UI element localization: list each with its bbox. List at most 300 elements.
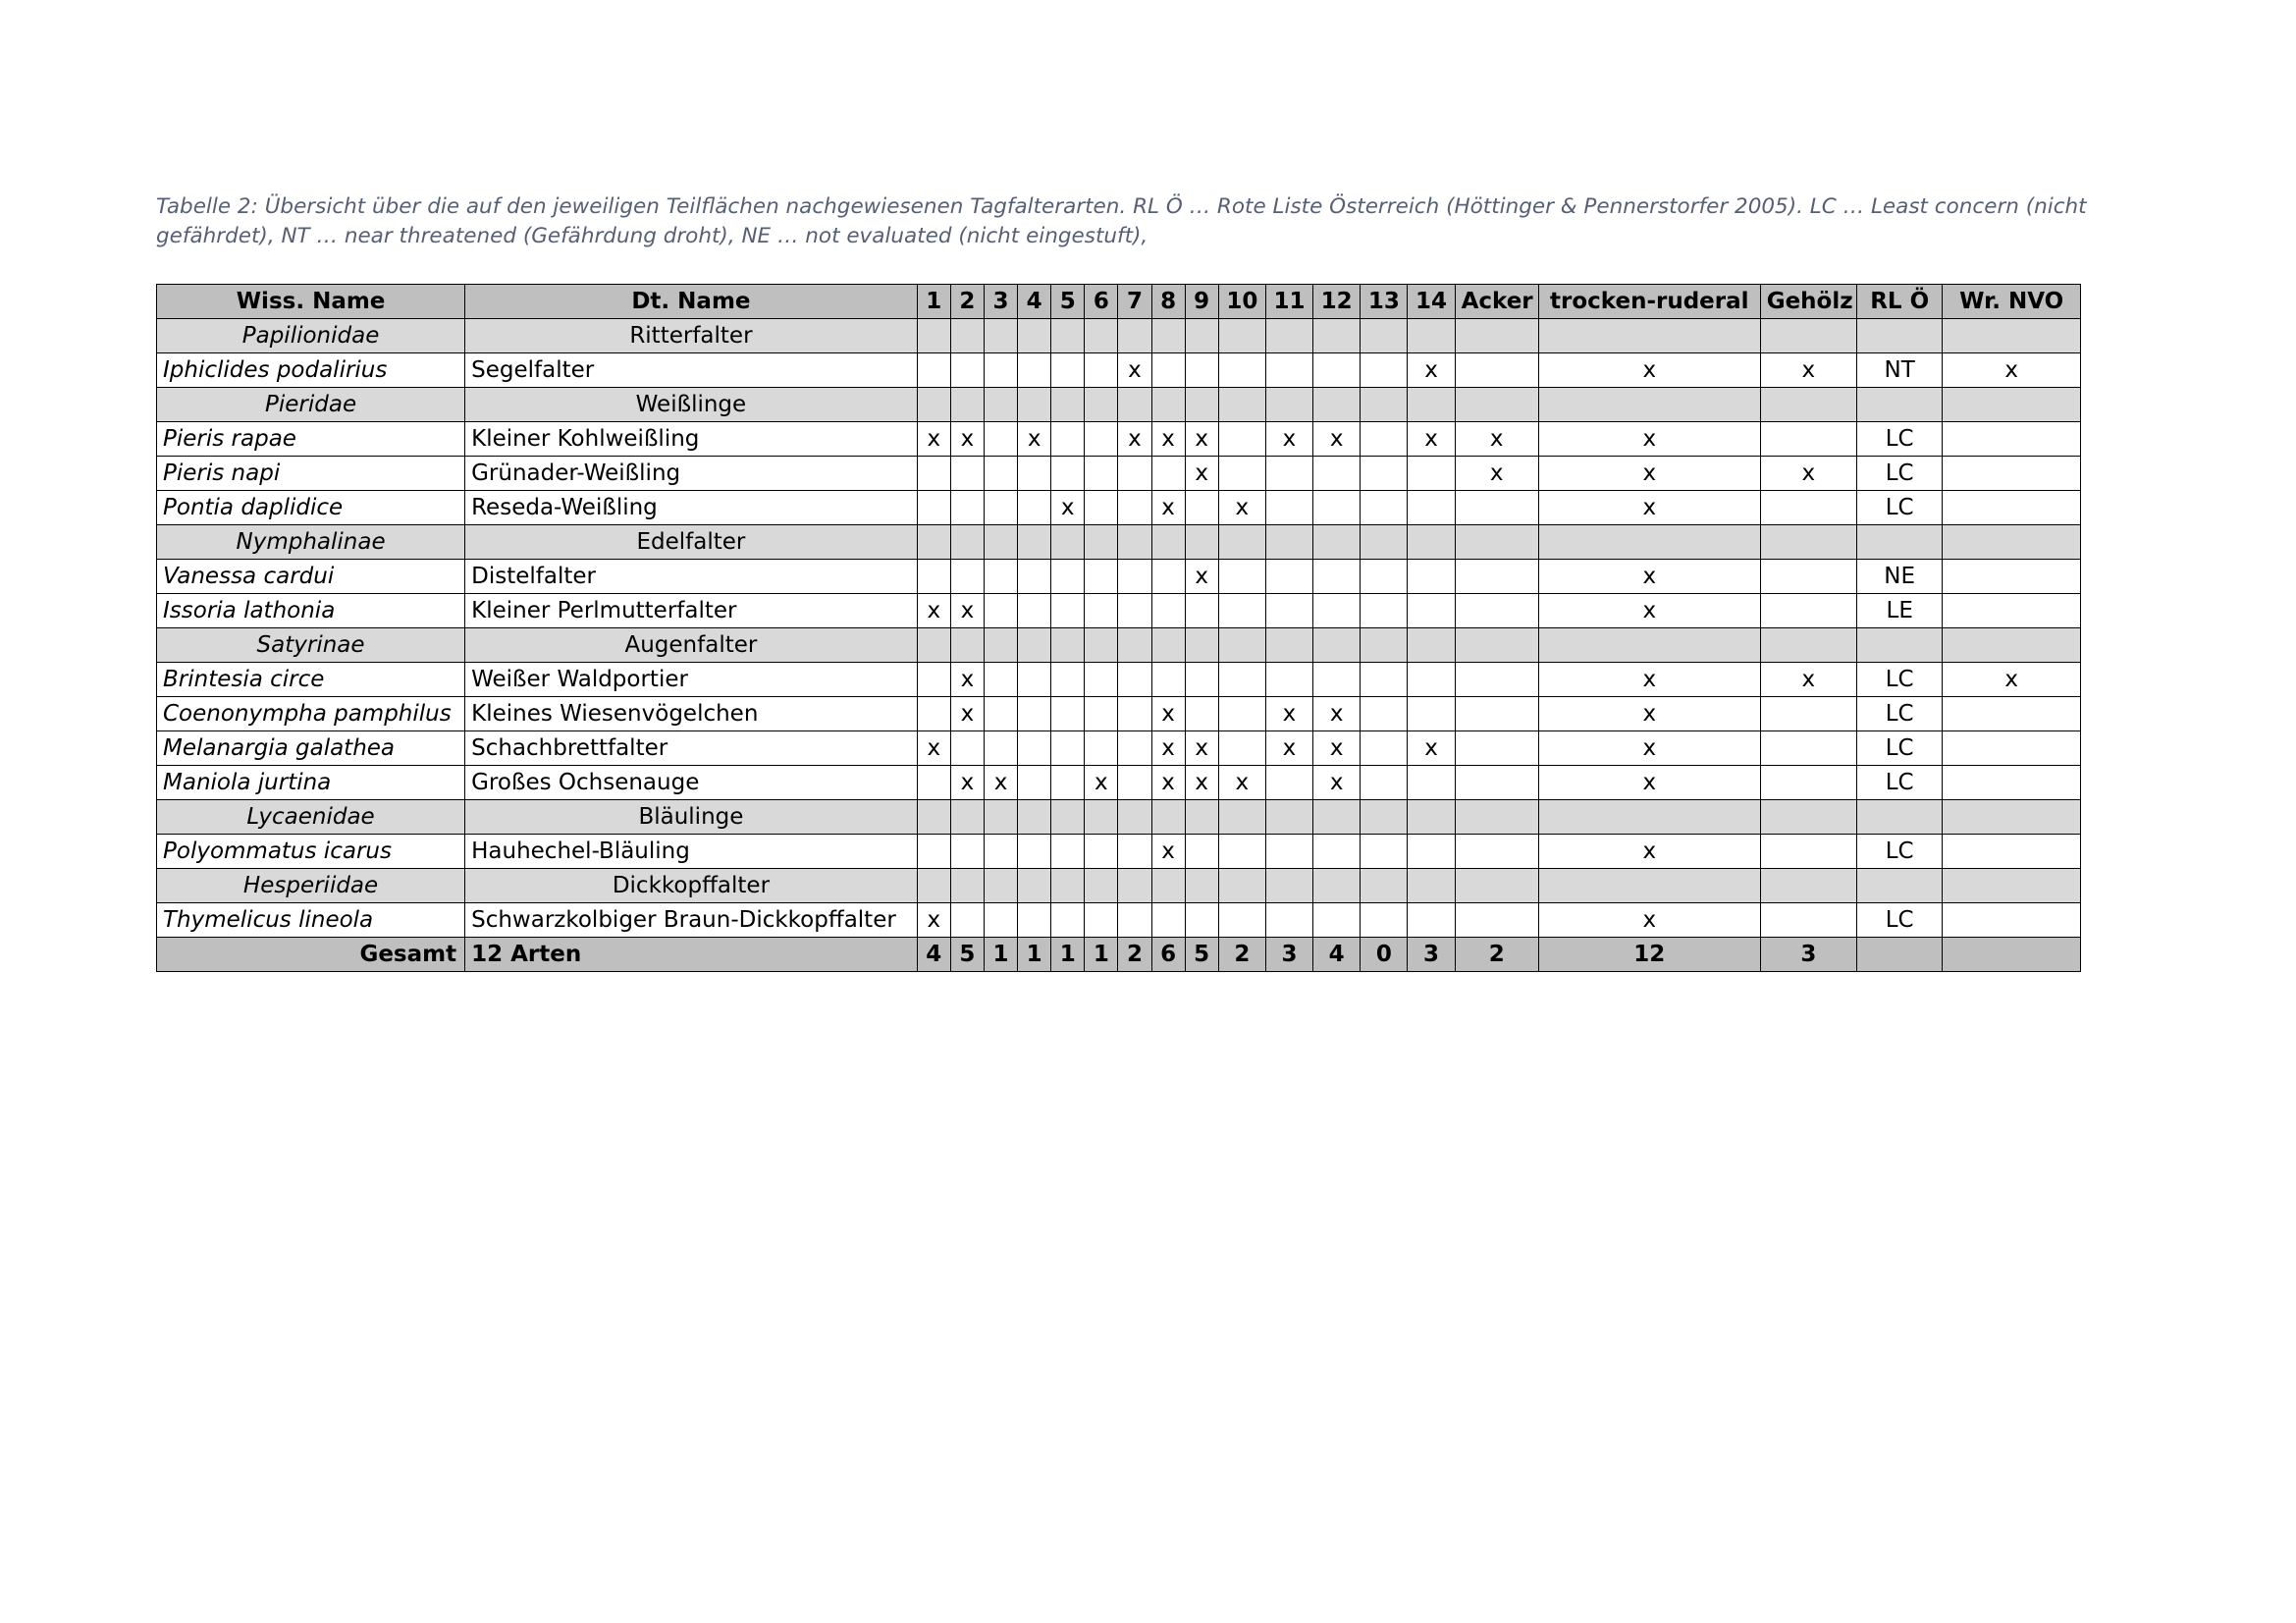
table-cell: x <box>1538 560 1760 594</box>
col-header-plot: 6 <box>1085 285 1118 319</box>
table-cell: x <box>1455 457 1538 491</box>
col-header-rl-oe: RL Ö <box>1857 285 1943 319</box>
table-cell <box>1455 697 1538 731</box>
table-cell: 0 <box>1361 938 1408 972</box>
table-cell: x <box>1760 353 1856 388</box>
table-cell <box>1265 800 1312 835</box>
table-cell: x <box>1538 663 1760 697</box>
table-cell <box>1361 766 1408 800</box>
table-cell <box>1313 663 1361 697</box>
table-cell: LC <box>1857 491 1943 525</box>
table-cell: NE <box>1857 560 1943 594</box>
col-header-plot: 8 <box>1151 285 1185 319</box>
table-cell <box>984 594 1017 628</box>
col-header-plot: 10 <box>1218 285 1265 319</box>
table-cell <box>1408 903 1455 938</box>
table-cell: x <box>1538 731 1760 766</box>
german-name: Grünader-Weißling <box>465 457 918 491</box>
table-cell <box>1408 869 1455 903</box>
table-cell <box>1085 319 1118 353</box>
table-cell: x <box>1151 422 1185 457</box>
table-cell <box>1857 938 1943 972</box>
table-cell <box>1943 319 2081 353</box>
table-cell <box>1265 766 1312 800</box>
scientific-name: Iphiclides podalirius <box>157 353 465 388</box>
table-cell: x <box>1538 697 1760 731</box>
german-name: Kleines Wiesenvögelchen <box>465 697 918 731</box>
table-cell <box>1943 594 2081 628</box>
table-cell <box>1313 800 1361 835</box>
table-cell <box>1265 663 1312 697</box>
table-cell <box>1218 422 1265 457</box>
family-german-name: Edelfalter <box>465 525 918 560</box>
table-cell <box>1185 525 1218 560</box>
table-cell <box>1313 491 1361 525</box>
table-cell <box>984 457 1017 491</box>
table-cell: 5 <box>950 938 984 972</box>
table-cell <box>1455 353 1538 388</box>
table-cell <box>984 869 1017 903</box>
table-cell <box>950 525 984 560</box>
family-name: Papilionidae <box>157 319 465 353</box>
table-cell <box>1218 525 1265 560</box>
table-cell: x <box>1538 457 1760 491</box>
table-cell <box>1085 560 1118 594</box>
table-cell: 3 <box>1265 938 1312 972</box>
table-cell <box>1361 731 1408 766</box>
table-cell <box>1361 319 1408 353</box>
table-cell <box>1943 903 2081 938</box>
table-cell <box>1118 903 1151 938</box>
table-cell <box>917 457 950 491</box>
species-row <box>157 766 2081 800</box>
scientific-name: Thymelicus lineola <box>157 903 465 938</box>
table-cell <box>1051 525 1085 560</box>
table-cell <box>1118 560 1151 594</box>
german-name: Großes Ochsenauge <box>465 766 918 800</box>
table-cell: 3 <box>1760 938 1856 972</box>
table-cell <box>1538 869 1760 903</box>
table-cell <box>1085 422 1118 457</box>
table-cell <box>1313 835 1361 869</box>
table-cell <box>1857 628 1943 663</box>
table-cell <box>950 903 984 938</box>
table-cell <box>1218 800 1265 835</box>
table-cell <box>1760 731 1856 766</box>
table-cell <box>1085 491 1118 525</box>
species-row <box>157 697 2081 731</box>
table-cell <box>1943 731 2081 766</box>
table-cell <box>1085 663 1118 697</box>
table-cell: LC <box>1857 422 1943 457</box>
table-cell: x <box>1313 422 1361 457</box>
table-cell <box>1051 457 1085 491</box>
table-cell <box>917 319 950 353</box>
table-cell: x <box>1085 766 1118 800</box>
table-cell: x <box>1943 663 2081 697</box>
table-caption: Tabelle 2: Übersicht über die auf den jeweiligen Teilflächen nachgewiesenen Tagfalterarten. RL Ö … Rote Liste Österreich (Höttinger & Pennerstorfer 2005). LC … Least concern (nicht gefährdet), NT … near threatened (Gefährdung droht), NE … not evaluated (nicht eingestuft), <box>156 194 2087 248</box>
table-cell <box>1051 869 1085 903</box>
table-cell <box>1265 594 1312 628</box>
table-cell <box>1313 594 1361 628</box>
table-cell <box>1085 525 1118 560</box>
table-cell: x <box>1538 422 1760 457</box>
table-cell: x <box>1151 835 1185 869</box>
species-row <box>157 353 2081 388</box>
table-cell <box>1361 903 1408 938</box>
table-cell <box>984 835 1017 869</box>
table-cell <box>1857 525 1943 560</box>
table-cell <box>984 697 1017 731</box>
col-header-plot: 3 <box>984 285 1017 319</box>
table-cell <box>1538 628 1760 663</box>
table-cell <box>1760 903 1856 938</box>
table-cell <box>1760 319 1856 353</box>
table-cell: 6 <box>1151 938 1185 972</box>
table-cell <box>1218 594 1265 628</box>
table-cell <box>1313 560 1361 594</box>
table-cell: LC <box>1857 457 1943 491</box>
total-label: Gesamt <box>157 938 465 972</box>
table-cell <box>1408 491 1455 525</box>
col-header-plot: 1 <box>917 285 950 319</box>
header-row <box>157 285 2081 319</box>
table-cell: x <box>1118 422 1151 457</box>
table-cell <box>1018 835 1051 869</box>
table-cell <box>1185 663 1218 697</box>
table-cell <box>1151 319 1185 353</box>
table-cell <box>1760 869 1856 903</box>
table-cell: x <box>1760 457 1856 491</box>
table-cell <box>1051 594 1085 628</box>
table-cell <box>1361 835 1408 869</box>
table-cell <box>1265 491 1312 525</box>
table-cell <box>1051 388 1085 422</box>
table-cell <box>950 353 984 388</box>
table-cell: x <box>1313 766 1361 800</box>
scientific-name: Melanargia galathea <box>157 731 465 766</box>
table-cell: x <box>1408 353 1455 388</box>
table-cell <box>1857 869 1943 903</box>
table-cell: 1 <box>984 938 1017 972</box>
table-cell <box>1085 903 1118 938</box>
table-cell <box>1085 731 1118 766</box>
family-name: Pieridae <box>157 388 465 422</box>
table-cell <box>1085 800 1118 835</box>
table-cell <box>1408 388 1455 422</box>
table-cell <box>950 628 984 663</box>
table-cell <box>1018 766 1051 800</box>
german-name: Reseda-Weißling <box>465 491 918 525</box>
table-cell <box>1361 491 1408 525</box>
col-header-plot: 12 <box>1313 285 1361 319</box>
table-cell: x <box>1185 731 1218 766</box>
family-row <box>157 319 2081 353</box>
table-cell <box>1943 388 2081 422</box>
german-name: Schachbrettfalter <box>465 731 918 766</box>
table-cell <box>917 697 950 731</box>
table-cell <box>1313 525 1361 560</box>
table-cell <box>1538 319 1760 353</box>
family-german-name: Ritterfalter <box>465 319 918 353</box>
table-cell: LC <box>1857 903 1943 938</box>
table-cell <box>1151 525 1185 560</box>
table-cell: x <box>950 422 984 457</box>
table-cell <box>1361 800 1408 835</box>
table-cell <box>1018 353 1051 388</box>
table-cell <box>1265 457 1312 491</box>
table-cell <box>917 835 950 869</box>
scientific-name: Issoria lathonia <box>157 594 465 628</box>
table-cell <box>1408 560 1455 594</box>
table-cell <box>1018 628 1051 663</box>
table-cell <box>1218 835 1265 869</box>
table-cell <box>1265 560 1312 594</box>
table-cell <box>1455 491 1538 525</box>
table-cell: x <box>917 731 950 766</box>
table-cell <box>1218 388 1265 422</box>
table-cell <box>1118 594 1151 628</box>
table-cell: x <box>1538 594 1760 628</box>
table-cell: x <box>1185 422 1218 457</box>
table-cell: x <box>1538 491 1760 525</box>
table-cell <box>1313 903 1361 938</box>
table-cell <box>1018 903 1051 938</box>
table-cell: x <box>1151 697 1185 731</box>
german-name: Segelfalter <box>465 353 918 388</box>
family-row <box>157 388 2081 422</box>
table-cell <box>1085 835 1118 869</box>
family-german-name: Augenfalter <box>465 628 918 663</box>
col-header-plot: 7 <box>1118 285 1151 319</box>
table-cell <box>1018 525 1051 560</box>
table-cell: x <box>1118 353 1151 388</box>
species-row <box>157 663 2081 697</box>
table-cell <box>1361 697 1408 731</box>
table-cell <box>984 491 1017 525</box>
table-cell <box>1361 457 1408 491</box>
table-cell <box>950 491 984 525</box>
table-cell <box>1361 594 1408 628</box>
table-cell <box>1085 628 1118 663</box>
table-cell <box>1760 835 1856 869</box>
table-cell <box>1265 353 1312 388</box>
table-cell: x <box>1408 731 1455 766</box>
table-cell <box>984 422 1017 457</box>
table-cell <box>1943 766 2081 800</box>
family-german-name: Bläulinge <box>465 800 918 835</box>
table-cell <box>1018 491 1051 525</box>
col-header-plot: 5 <box>1051 285 1085 319</box>
table-cell <box>1455 594 1538 628</box>
family-name: Nymphalinae <box>157 525 465 560</box>
table-cell <box>1265 388 1312 422</box>
table-cell <box>1118 697 1151 731</box>
table-cell <box>1051 422 1085 457</box>
table-cell <box>1760 594 1856 628</box>
table-cell <box>1218 560 1265 594</box>
table-cell <box>1218 869 1265 903</box>
table-cell: x <box>1018 422 1051 457</box>
species-row <box>157 903 2081 938</box>
table-cell: x <box>1538 835 1760 869</box>
species-row <box>157 422 2081 457</box>
table-cell <box>1857 319 1943 353</box>
col-header-gehoelz: Gehölz <box>1760 285 1856 319</box>
table-cell <box>1538 388 1760 422</box>
table-cell <box>917 628 950 663</box>
col-header-plot: 9 <box>1185 285 1218 319</box>
table-cell: 12 <box>1538 938 1760 972</box>
table-cell <box>1265 835 1312 869</box>
table-cell <box>1943 491 2081 525</box>
table-cell <box>1051 903 1085 938</box>
table-cell <box>1085 457 1118 491</box>
table-cell <box>1051 628 1085 663</box>
table-cell <box>1857 388 1943 422</box>
table-cell <box>917 766 950 800</box>
col-header-plot: 2 <box>950 285 984 319</box>
table-cell <box>1151 594 1185 628</box>
table-cell <box>1218 663 1265 697</box>
table-cell <box>1313 388 1361 422</box>
table-cell <box>984 525 1017 560</box>
table-cell <box>1118 628 1151 663</box>
table-cell <box>917 800 950 835</box>
scientific-name: Coenonympha pamphilus <box>157 697 465 731</box>
table-cell <box>1118 869 1151 903</box>
table-cell: x <box>1265 731 1312 766</box>
table-cell <box>1760 628 1856 663</box>
table-cell <box>1313 319 1361 353</box>
table-cell <box>1408 663 1455 697</box>
table-cell: x <box>1185 766 1218 800</box>
family-german-name: Weißlinge <box>465 388 918 422</box>
table-cell: LE <box>1857 594 1943 628</box>
table-cell: 3 <box>1408 938 1455 972</box>
col-header-plot: 14 <box>1408 285 1455 319</box>
table-cell <box>1313 869 1361 903</box>
table-cell <box>984 800 1017 835</box>
table-cell <box>1151 869 1185 903</box>
table-cell <box>1218 903 1265 938</box>
table-cell <box>950 835 984 869</box>
table-cell <box>984 903 1017 938</box>
table-cell: x <box>917 422 950 457</box>
table-cell: x <box>1151 491 1185 525</box>
table-cell: x <box>1455 422 1538 457</box>
table-cell <box>1018 800 1051 835</box>
species-row <box>157 560 2081 594</box>
table-cell: x <box>950 594 984 628</box>
table-cell <box>1361 388 1408 422</box>
table-cell <box>1185 903 1218 938</box>
table-cell <box>1051 766 1085 800</box>
table-cell <box>1455 560 1538 594</box>
species-row <box>157 731 2081 766</box>
table-cell <box>984 663 1017 697</box>
table-cell <box>1018 319 1051 353</box>
german-name: Kleiner Kohlweißling <box>465 422 918 457</box>
col-header-plot: 13 <box>1361 285 1408 319</box>
table-cell <box>1760 800 1856 835</box>
table-cell <box>1185 388 1218 422</box>
scientific-name: Maniola jurtina <box>157 766 465 800</box>
table-cell <box>1408 319 1455 353</box>
table-cell <box>984 319 1017 353</box>
table-cell: LC <box>1857 766 1943 800</box>
table-cell <box>1151 800 1185 835</box>
col-header-trocken-ruderal: trocken-ruderal <box>1538 285 1760 319</box>
table-cell <box>1151 628 1185 663</box>
table-cell <box>1408 835 1455 869</box>
table-cell <box>1151 353 1185 388</box>
table-cell <box>1018 869 1051 903</box>
table-cell <box>1051 353 1085 388</box>
table-cell <box>917 353 950 388</box>
col-header-wr-nvo: Wr. NVO <box>1943 285 2081 319</box>
table-cell <box>1218 697 1265 731</box>
table-cell <box>1943 628 2081 663</box>
scientific-name: Brintesia circe <box>157 663 465 697</box>
table-cell <box>1943 422 2081 457</box>
table-cell <box>950 457 984 491</box>
table-cell <box>1313 457 1361 491</box>
table-cell <box>1085 869 1118 903</box>
table-cell <box>1185 353 1218 388</box>
table-cell <box>1051 560 1085 594</box>
table-cell <box>1265 319 1312 353</box>
table-cell <box>1051 663 1085 697</box>
table-cell <box>1943 525 2081 560</box>
table-cell <box>1051 800 1085 835</box>
table-cell <box>1118 525 1151 560</box>
table-cell: 1 <box>1085 938 1118 972</box>
table-cell <box>1051 697 1085 731</box>
table-cell <box>1313 353 1361 388</box>
family-row <box>157 800 2081 835</box>
table-cell: 2 <box>1455 938 1538 972</box>
table-cell <box>1185 869 1218 903</box>
table-cell <box>1118 800 1151 835</box>
table-cell <box>1313 628 1361 663</box>
col-header-dt-name: Dt. Name <box>465 285 918 319</box>
table-cell <box>1185 697 1218 731</box>
total-count: 12 Arten <box>465 938 918 972</box>
table-cell <box>1085 388 1118 422</box>
german-name: Distelfalter <box>465 560 918 594</box>
total-row <box>157 938 2081 972</box>
table-cell <box>1151 663 1185 697</box>
table-cell: x <box>1265 697 1312 731</box>
table-cell <box>1408 525 1455 560</box>
table-cell: x <box>1151 766 1185 800</box>
table-cell <box>1943 457 2081 491</box>
table-cell <box>1760 697 1856 731</box>
table-cell <box>1118 319 1151 353</box>
table-cell: x <box>1313 731 1361 766</box>
table-cell <box>950 388 984 422</box>
family-row <box>157 525 2081 560</box>
table-cell <box>1538 800 1760 835</box>
species-row <box>157 457 2081 491</box>
table-cell <box>1538 525 1760 560</box>
table-cell <box>1361 422 1408 457</box>
table-cell <box>1760 388 1856 422</box>
family-name: Satyrinae <box>157 628 465 663</box>
table-cell <box>1760 491 1856 525</box>
table-cell: x <box>1051 491 1085 525</box>
